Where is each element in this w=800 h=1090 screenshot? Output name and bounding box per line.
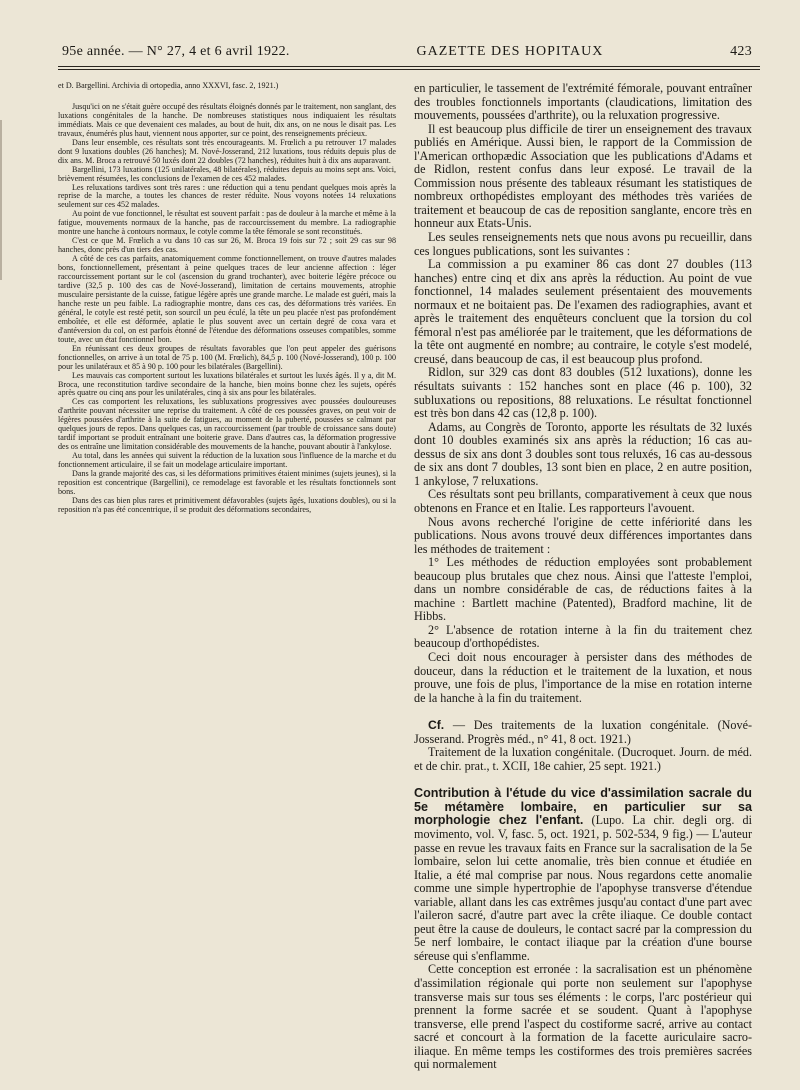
left-column xyxy=(58,82,396,1072)
cf-reference xyxy=(414,719,752,746)
cf-label: Cf. xyxy=(428,718,445,733)
paragraph: La commission a pu examiner 86 cas dont 27 doubles (113 hanches) entre cinq et dix ans après la réduction. Au point de vue fonctionnel, 14 malades seulement présentaient des mouvements normaux et ne boitaient pas. De l'examen des radiographies, avant et après le traitement des enquêteurs concluent que la torsion du col fémoral n'est pas améliorée par le traitement, que les déformations de la tête ont augmenté en nombre; au contraire, le cotyle s'est modelé, creusé, dans beaucoup de cas, il est beaucoup plus profond. xyxy=(414,257,752,366)
paragraph: En réunissant ces deux groupes de résultats favorables que l'on peut appeler des guérisons fonctionnelles, on arrive à un total de 75 p. 100 (M. Frœlich), 84,5 p. 100 (Nové-Josserand), 100 p. 100 pour les unilatéraux et 85 à 90 p. 100 pour les bilatérales (Bargellini). xyxy=(58,343,396,371)
article-2 xyxy=(414,787,752,963)
paragraph: Au point de vue fonctionnel, le résultat est souvent parfait : pas de douleur à la marche et même à la fatigue, mouvements normaux de la hanche, pas de raccourcissement du membre. La radiographie montre une hanche à contours normaux, le cotyle comme la tête fémorale se sont reconstitués. xyxy=(58,209,396,237)
paragraph: Adams, au Congrès de Toronto, apporte les résultats de 32 luxés dont 10 doubles examinés six ans après la réduction; 16 cas au-dessus de six ans dont 3 doubles sont tous reluxés, 16 cas au-dessous de six ans dont 7 doubles, 13 sont bien en place, 2 en autre position, 1 ankylose, 7 reluxations. xyxy=(414,419,752,488)
article-2-body: (Lupo. La chir. degli org. di movimento, vol. V, fasc. 5, oct. 1921, p. 502-534, 9 fig.) — L'auteur passe en revue les travaux faits en France sur la sacralisation de la 5e lombaire, selon lui cette anomalie, très bien connue et étudiée en Italie, a été mal comprise par nous. Nous regardons cette anomalie comme une simple hypertrophie de l'apophyse transverse d'étendue variable, allant dans les cas extrêmes jusqu'au contact d'une part avec l'aileron sacré, d'autre part avec la crête iliaque. Ce double contact peut être la cause de douleurs, le contact sacré par la compression du 5e nerf lombaire, le contact iliaque par la création d'une bourse séreuse qui s'enflamme. xyxy=(414,813,752,963)
paragraph: Les mauvais cas comportent surtout les luxations bilatérales et surtout les luxés âgés. Il y a, dit M. Broca, une reconstitution tardive secondaire de la hanche, bien moins bonne chez les sujets, opérés après quatre ou cinq ans pour les unilatérales, cinq à six ans pour les bilatérales. xyxy=(58,370,396,398)
paragraph: Dans des cas bien plus rares et primitivement défavorables (sujets âgés, luxations doubles), ou si la reposition n'a pas été concentrique, il se produit des déformations secondaires, xyxy=(58,495,396,514)
paragraph: Ces résultats sont peu brillants, comparativement à ceux que nous obtenons en France et en Italie. Les rapporteurs l'avouent. xyxy=(414,487,752,515)
page-number: 423 xyxy=(730,44,752,59)
paragraph: Jusqu'ici on ne s'était guère occupé des résultats éloignés donnés par le traitement, non sanglant, des luxations congénitales de la hanche. De nombreuses statistiques nous indiquaient les résultats immédiats. Mais ce que devenaient ces malades, au bout de huit, dix ans, on ne nous le disait pas. Les travaux, énumérés plus haut, viennent nous apporter, sur ce point, des renseignements précieux. xyxy=(58,101,396,138)
paragraph: 2° L'absence de rotation interne à la fin du traitement chez beaucoup d'orthopédistes. xyxy=(414,622,752,651)
paragraph: Dans la grande majorité des cas, si les déformations primitives étaient minimes (sujets jeunes), si la reposition est concentrique (Bargellini), ce remodelage est favorable et les résultats fonctionnels sont bons. xyxy=(58,469,396,496)
issue-info: 95e année. — N° 27, 4 et 6 avril 1922. xyxy=(62,44,290,59)
paragraph: Ceci doit nous encourager à persister dans des méthodes de douceur, dans la réduction et le traitement de la luxation, et nous prouve, une fois de plus, l'importance de la mise en rotation interne de la hanche à la fin du traitement. xyxy=(414,649,752,705)
text-columns xyxy=(58,82,760,1072)
page-header xyxy=(58,44,760,66)
cf-text: — Des traitements de la luxation congénitale. (Nové-Josserand. Progrès méd., n° 41, 8 oct. 1921.) xyxy=(414,718,752,746)
paragraph: Ridlon, sur 329 cas dont 83 doubles (512 luxations), donne les résultats suivants : 152 hanches sont en place (46 p. 100), 32 subluxations ou repositions, 88 reluxations. Le résultat fonctionnel est très bon dans 42 cas (12,8 p. 100). xyxy=(414,365,752,421)
paragraph: et D. Bargellini. Archivia di ortopedia, anno XXXVI, fasc. 2, 1921.) xyxy=(58,81,279,90)
paragraph: 1° Les méthodes de réduction employées sont probablement beaucoup plus brutales que chez nous. Ainsi que l'atteste l'emploi, dans un nombre considérable de cas, de réductions faites à la machine : Bartlett machine (Patented), Bradford machine, lit de Hibbs. xyxy=(414,555,752,624)
right-column xyxy=(414,82,752,1072)
paragraph: A côté de ces cas parfaits, anatomiquement comme fonctionnellement, on trouve d'autres malades bons, fonctionnellement, présentant à peine quelques traces de leur ancienne affection : léger raccourcissement portant sur le col (ascension du grand trochanter), avec boiterie légère précoce ou tardive (32,5 p. 100 des cas de Nové-Josserand), limitation de certains mouvements, atrophie musculaire persistante de la cuisse, fatigue légère après une grande marche. Le malade est guéri, mais la hanche reste un peu faible. La radiographie montre, dans ces cas, des déformations très variées. En général, le cotyle est resté petit, son sourcil un peu éculé, la tête un peu placée n'est pas profondément emboîtée, et elle est déformée, aplatie le plus souvent avec un certain degré de coxa vara et d'antéversion du col, on est parfois étonné de l'étendue des déformations osseuses compatibles, somme toute, avec un état fonctionnel bon. xyxy=(58,254,396,344)
paragraph: Les seules renseignements nets que nous avons pu recueillir, dans ces longues publications, sont les suivantes : xyxy=(414,230,752,258)
header-rule xyxy=(58,66,760,67)
paragraph: C'est ce que M. Frœlich a vu dans 10 cas sur 26, M. Broca 19 fois sur 72 ; soit 29 cas sur 98 hanches, donc près d'un tiers des cas. xyxy=(58,236,396,255)
paragraph: Il est beaucoup plus difficile de tirer un enseignement des travaux publiés en Amérique. Aussi bien, le rapport de la Commission de l'American orthopædic Association que les publications d'Adams et de Ridlon, restent confus dans leur exposé. Le travail de la Commission nous présente des tableaux résumant les statistiques de nombreux orthopédistes employant des méthodes très variées de traitement et beaucoup de cas de reposition sanglante, encore très en honneur aux Etats-Unis. xyxy=(414,121,752,231)
paragraph: Cette conception est erronée : la sacralisation est un phénomène d'assimilation régionale qui porte non seulement sur l'apophyse transverse mais sur tous ses éléments : le corps, l'arc postérieur qui prennent la forme sacrée et se soudent. Quant à l'apophyse transverse, elle prend l'aspect du costiforme sacré, arrive au contact sacré et concourt à la formation de la facette auriculaire sacro-iliaque. En même temps les costiformes des trois premières sacrées qui normalement xyxy=(414,962,752,1072)
paragraph: en particulier, le tassement de l'extrémité fémorale, pouvant entraîner des troubles fonctionnels importants (claudications, limitation des mouvements, poussées d'arthrite), ou la reluxation progressive. xyxy=(414,81,752,123)
paragraph: Nous avons recherché l'origine de cette infériorité dans les publications. Nous avons trouvé deux différences importantes dans les méthodes de traitement : xyxy=(414,514,752,556)
paragraph: Les reluxations tardives sont très rares : une réduction qui a tenu pendant quelques mois après la reprise de la marche, a toutes les chances de rester réduite. Nous voyons notées 14 reluxations seulement sur ces 452 malades. xyxy=(58,182,396,210)
paragraph: Ces cas comportent les reluxations, les subluxations progressives avec poussées douloureuses d'arthrite pouvant nécessiter une reprise du traitement. A côté de ces poussées graves, on peut voir de légères poussées d'arthrite à la suite de fatigues, au moment de la puberté, poussées se calmant par quelques jours de repos. Dans quelques cas, un raccourcissement (par trouble de croissance sans doute) tardif important se produit entraînant une boiterie grave. Dans d'autres cas, la déformation progressive des os entraîne une limitation considérable des mouvements de la hanche, pouvant aboutir à l'ankylose. xyxy=(58,397,396,452)
cf-reference-2: Traitement de la luxation congénitale. (Ducroquet. Journ. de méd. et de chir. prat., t. XCII, 18e cahier, 25 sept. 1921.) xyxy=(414,745,752,773)
header-rule-2 xyxy=(58,69,760,70)
journal-title: GAZETTE DES HOPITAUX xyxy=(416,44,604,59)
paragraph: Au total, dans les années qui suivent la réduction de la luxation sous l'influence de la marche et du fonctionnement articulaire, il se fait un modelage articulaire important. xyxy=(58,451,396,470)
binding-edge xyxy=(0,120,8,280)
paragraph: Dans leur ensemble, ces résultats sont très encourageants. M. Frœlich a pu retrouver 17 malades dont 9 luxations doubles (26 hanches); M. Nové-Josserand, 212 luxations, tous réduits depuis plus de dix ans. M. Broca a retrouvé 50 luxés dont 22 doubles (72 hanches), réduites huit à dix ans auparavant. xyxy=(58,137,396,165)
paragraph: Bargellini, 173 luxations (125 unilatérales, 48 bilatérales), réduites depuis au moins sept ans. Voici, brièvement résumées, les conclusions de l'examen de ces 452 malades. xyxy=(58,164,396,183)
article-2-title: Contribution à l'étude du vice d'assimilation sacrale du 5e métamère lombaire, en particulier sur sa morphologie chez l'enfant. xyxy=(414,786,752,828)
